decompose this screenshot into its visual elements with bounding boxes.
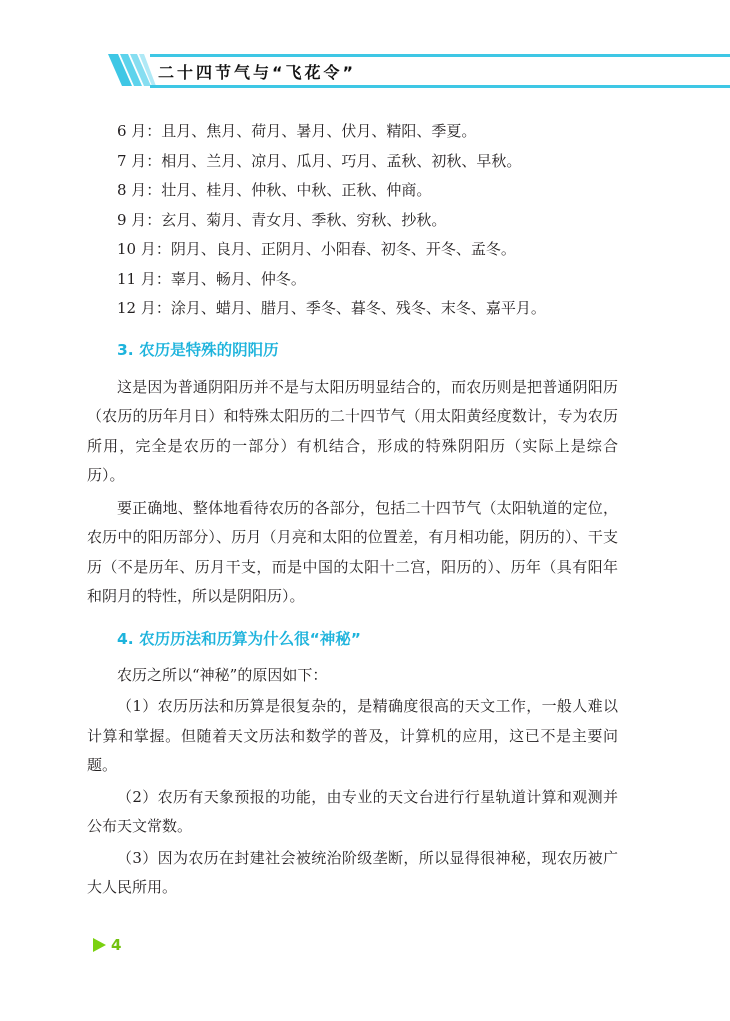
section-4-body bbox=[87, 661, 618, 903]
section-3-paragraph-2: 要正确地、整体地看待农历的各部分，包括二十四节气（太阳轨道的定位，农历中的阳历部分）、历月（月亮和太阳的位置差，有月相功能，阴历的）、干支历（不是历年、历月干支，而是中国的太阳十二宫，阳历的）、历年（具有阳年和阴月的特性，所以是阴阳历）。 bbox=[87, 498, 618, 605]
month-line-11: 11 月：辜月、畅月、仲冬。 bbox=[117, 269, 306, 288]
page-footer bbox=[93, 936, 121, 954]
month-line-8: 8 月：壮月、桂月、仲秋、中秋、正秋、仲商。 bbox=[117, 181, 432, 199]
section-3-paragraph-1: 这是因为普通阴阳历并不是与太阳历明显结合的，而农历则是把普通阴阳历（农历的历年月日）和特殊太阳历的二十四节气（用太阳黄经度数计，专为农历所用，完全是农历的一部分）有机结合，形成的特殊阴阳历（实际上是综合历）。 bbox=[87, 377, 618, 484]
page-number: 4 bbox=[111, 936, 122, 954]
stripes-icon bbox=[108, 50, 156, 88]
triangle-arrow-icon bbox=[93, 938, 106, 952]
header-rule-bottom bbox=[150, 85, 730, 88]
section-heading-4: 4. 农历历法和历算为什么很“神秘” bbox=[117, 629, 361, 648]
section-4-item-3: （3）因为农历在封建社会被统治阶级垄断，所以显得很神秘，现农历被广大人民所用。 bbox=[87, 848, 618, 896]
running-header-title: 二十四节气与“飞花令” bbox=[158, 63, 357, 82]
section-4-intro: 农历之所以“神秘”的原因如下： bbox=[117, 665, 328, 684]
month-line-10: 10 月：阴月、良月、正阴月、小阳春、初冬、开冬、孟冬。 bbox=[117, 240, 516, 258]
month-line-12: 12 月：涂月、蜡月、腊月、季冬、暮冬、残冬、末冬、嘉平月。 bbox=[117, 299, 546, 317]
section-3-body bbox=[87, 373, 618, 612]
section-heading-3: 3. 农历是特殊的阴阳历 bbox=[117, 340, 279, 359]
header-rule-top bbox=[150, 54, 730, 57]
month-line-9: 9 月：玄月、菊月、青女月、季秋、穷秋、抄秋。 bbox=[117, 210, 447, 229]
month-line-7: 7 月：相月、兰月、凉月、瓜月、巧月、孟秋、初秋、早秋。 bbox=[117, 151, 522, 170]
page-header bbox=[0, 0, 730, 100]
month-line-6: 6 月：且月、焦月、荷月、暑月、伏月、精阳、季夏。 bbox=[117, 122, 477, 140]
page-content bbox=[87, 117, 618, 903]
section-4-item-1: （1）农历历法和历算是很复杂的，是精确度很高的天文工作，一般人难以计算和掌握。但随着天文历法和数学的普及，计算机的应用，这已不是主要问题。 bbox=[87, 697, 618, 774]
section-4-item-2: （2）农历有天象预报的功能，由专业的天文台进行行星轨道计算和观测并公布天文常数。 bbox=[87, 787, 618, 835]
month-list bbox=[117, 117, 617, 324]
